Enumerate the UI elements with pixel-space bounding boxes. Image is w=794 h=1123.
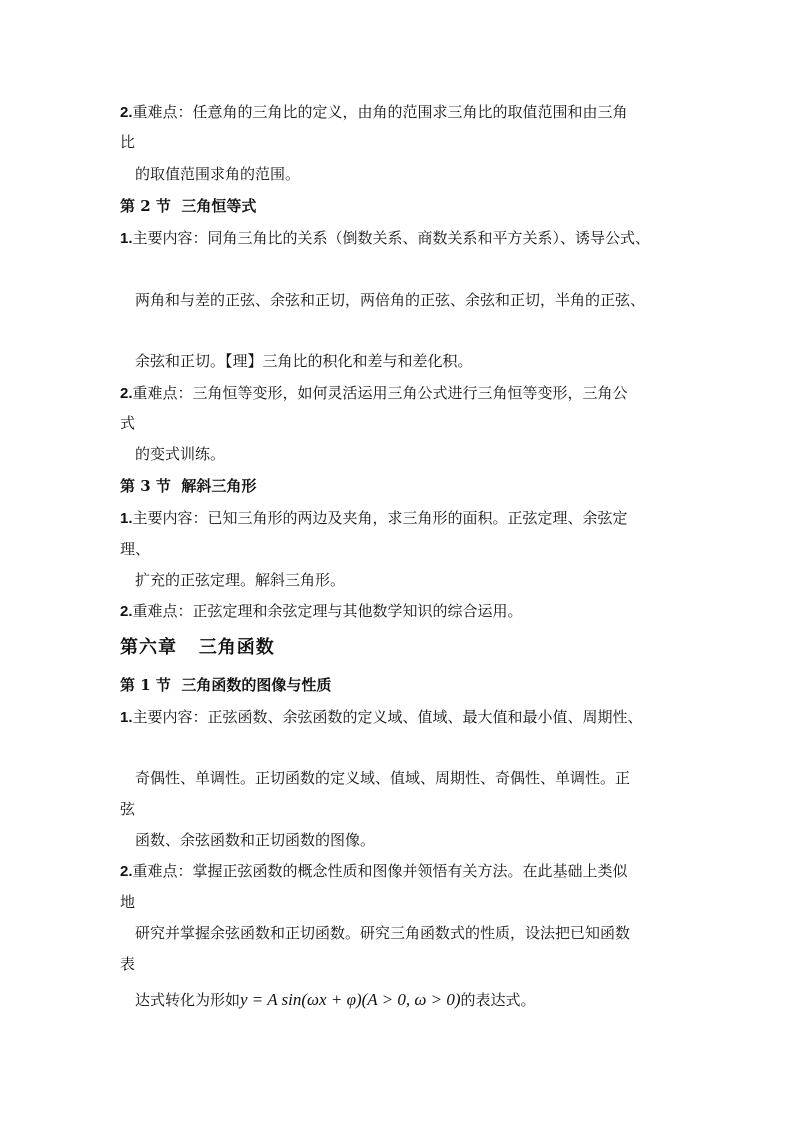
main-content-line-1 <box>120 228 650 249</box>
item-text: 式 <box>120 414 136 432</box>
formula: y = A sin(ωx + φ)(A > 0, ω > 0) <box>240 990 461 1009</box>
item-text: 主要内容：正弦函数、余弦函数的定义域、值域、最大值和最小值、周期性、 <box>132 708 643 726</box>
section-title: 三角函数的图像与性质 <box>181 676 332 694</box>
main-content-line-3 <box>120 799 135 819</box>
key-points-line-1 <box>120 102 628 123</box>
item-text: 的表达式。 <box>460 991 536 1009</box>
main-content-line-2 <box>135 768 630 788</box>
item-text: 的变式训练。 <box>135 445 226 463</box>
item-text: 重难点：正弦定理和余弦定理与其他数学知识的综合运用。 <box>132 602 523 620</box>
chapter-heading <box>120 636 275 660</box>
key-points-line-3 <box>135 923 630 943</box>
key-points-line-2 <box>120 892 135 912</box>
key-points-line-2 <box>120 132 135 152</box>
item-text: 弦 <box>120 800 136 818</box>
item-text: 重难点：掌握正弦函数的概念性质和图像并领悟有关方法。在此基础上类似 <box>132 862 628 880</box>
item-number: 2. <box>120 385 133 402</box>
main-content-line-2 <box>135 290 645 310</box>
item-number: 1. <box>120 230 133 247</box>
main-content-line-2 <box>120 539 150 559</box>
item-number: 2. <box>120 104 133 121</box>
item-text: 研究并掌握余弦函数和正切函数。研究三角函数式的性质，设法把已知函数 <box>135 924 631 942</box>
item-text: 地 <box>120 893 136 911</box>
item-text: 比 <box>120 133 136 151</box>
main-content-line-3 <box>135 570 345 590</box>
chapter-number: 第六章 <box>120 637 177 658</box>
section-title: 三角恒等式 <box>181 197 257 215</box>
section-number: 第 2 节 <box>120 197 171 215</box>
main-content-line-3 <box>135 351 473 371</box>
item-text: 表 <box>120 955 136 973</box>
item-number: 2. <box>120 863 133 880</box>
key-points-line-1 <box>120 383 628 404</box>
item-number: 1. <box>120 510 133 527</box>
key-points-line-1 <box>120 861 628 882</box>
section-number: 第 3 节 <box>120 477 171 495</box>
item-number: 1. <box>120 709 133 726</box>
main-content-line-1 <box>120 707 643 728</box>
main-content-line-4 <box>135 830 375 850</box>
item-text: 两角和与差的正弦、余弦和正切，两倍角的正弦、余弦和正切，半角的正弦、 <box>135 291 646 309</box>
item-number: 2. <box>120 603 133 620</box>
item-text: 达式转化为形如 <box>135 991 241 1009</box>
item-text: 重难点：三角恒等变形，如何灵活运用三角公式进行三角恒等变形，三角公 <box>132 384 628 402</box>
item-text: 的取值范围求角的范围。 <box>135 165 301 183</box>
section-title: 解斜三角形 <box>181 477 257 495</box>
section-heading <box>120 196 256 216</box>
main-content-line-1 <box>120 508 628 529</box>
item-text: 主要内容：已知三角形的两边及夹角，求三角形的面积。正弦定理、余弦定 <box>132 509 628 527</box>
item-text: 理、 <box>120 540 151 558</box>
section-heading <box>120 476 256 496</box>
item-text: 函数、余弦函数和正切函数的图像。 <box>135 831 376 849</box>
key-points-line-3 <box>135 444 225 464</box>
item-text: 扩充的正弦定理。解斜三角形。 <box>135 571 346 589</box>
item-text: 主要内容：同角三角比的关系（倒数关系、商数关系和平方关系）、诱导公式、 <box>132 229 651 247</box>
key-points-line-3 <box>135 164 300 184</box>
item-text: 重难点：任意角的三角比的定义，由角的范围求三角比的取值范围和由三角 <box>132 103 628 121</box>
key-points-line-4 <box>120 954 135 974</box>
chapter-title: 三角函数 <box>198 637 275 658</box>
key-points-line-1 <box>120 601 523 622</box>
key-points-line-2 <box>120 413 135 433</box>
item-text: 余弦和正切。【理】三角比的积化和差与和差化积。 <box>135 352 473 370</box>
section-number: 第 1 节 <box>120 676 171 694</box>
item-text: 奇偶性、单调性。正切函数的定义域、值域、周期性、奇偶性、单调性。正 <box>135 769 631 787</box>
key-points-line-5 <box>135 990 536 1010</box>
section-heading <box>120 675 331 695</box>
